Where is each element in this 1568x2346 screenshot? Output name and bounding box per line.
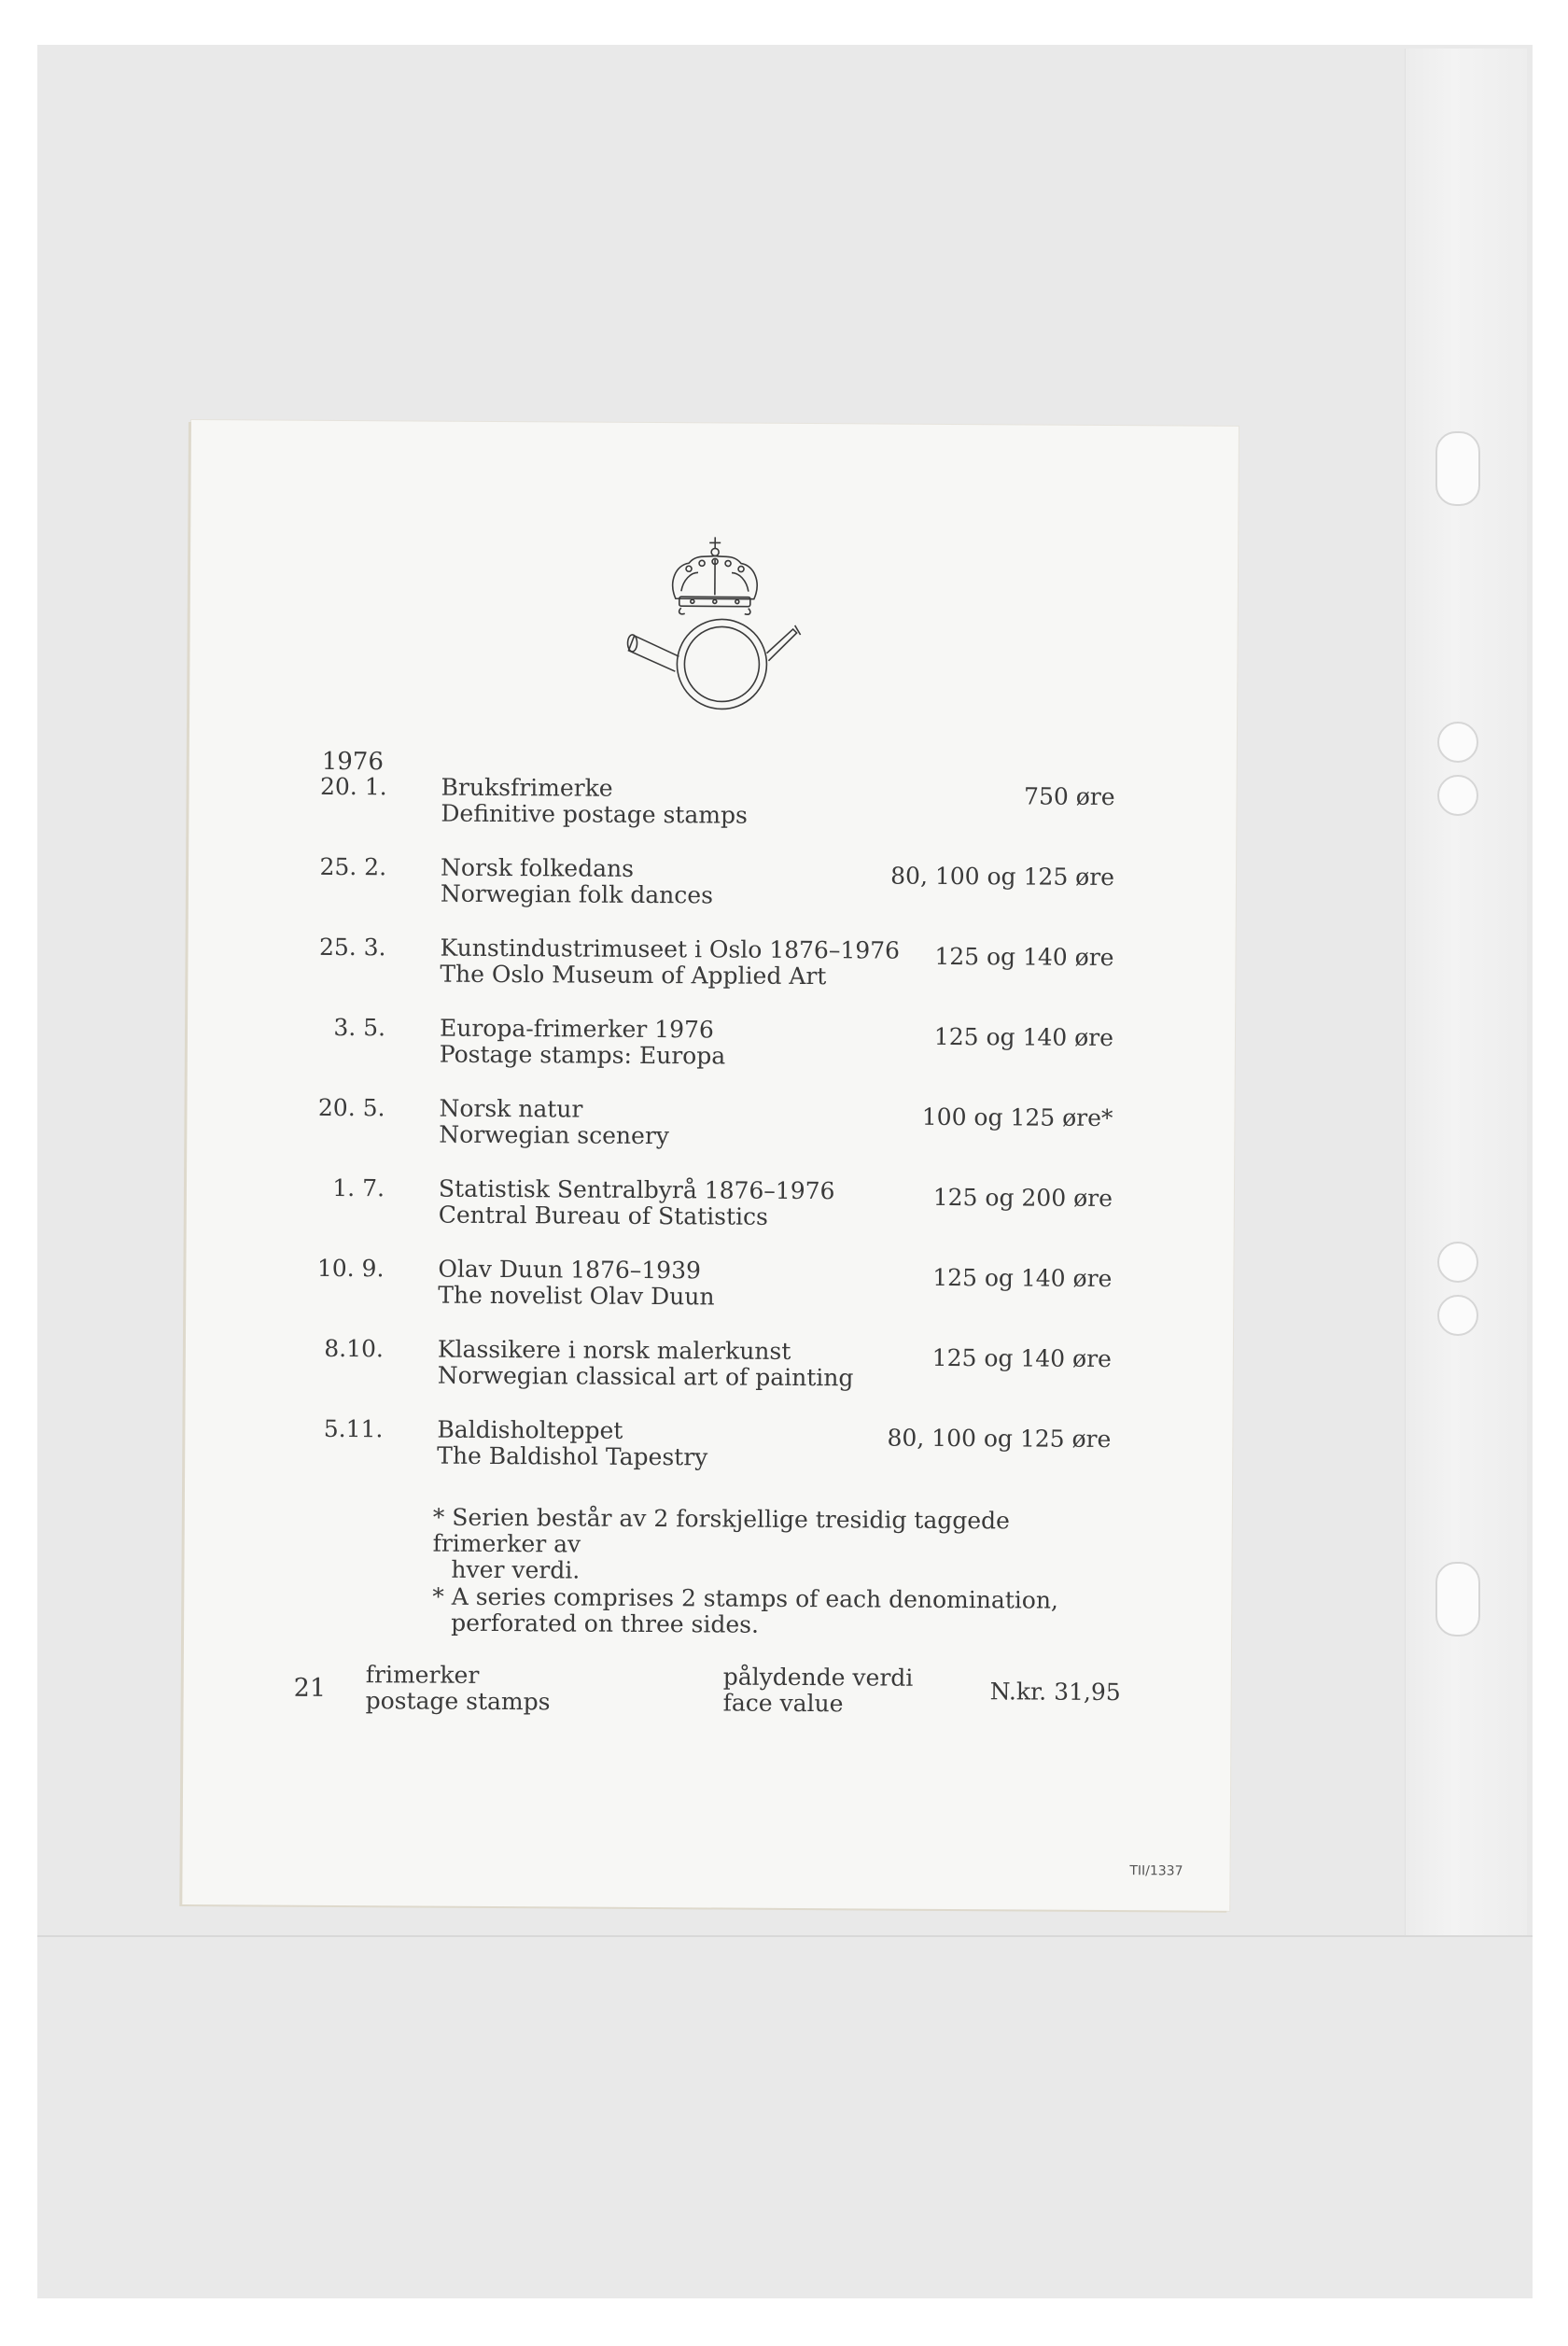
issue-title-norwegian: Baldisholteppet: [437, 1415, 623, 1444]
sleeve-edge: [37, 1935, 1533, 1937]
list-item: [189, 772, 1236, 844]
issue-date: 10. 9.: [316, 1254, 385, 1283]
issue-value: 100 og 125 øre*: [921, 1103, 1113, 1132]
issue-value: 80, 100 og 125 øre: [890, 862, 1115, 892]
face-value-label-norwegian: pålydende verdi: [722, 1663, 914, 1692]
stamp-count: 21: [293, 1673, 327, 1703]
issue-title-english: Postage stamps: Europa: [439, 1040, 726, 1070]
punch-hole: [1437, 1242, 1478, 1283]
punch-hole: [1435, 1562, 1480, 1637]
issue-date: 25. 3.: [318, 933, 386, 962]
issue-title-norwegian: Bruksfrimerke: [441, 773, 613, 802]
posthorn-crown-icon: [621, 535, 808, 723]
issue-date: 1. 7.: [332, 1173, 385, 1202]
footnote-norwegian: [432, 1505, 1104, 1587]
issue-title-english: Norwegian scenery: [439, 1120, 670, 1150]
issue-title-norwegian: Statistisk Sentralbyrå 1876–1976: [438, 1174, 835, 1205]
stamp-info-card: [182, 420, 1239, 1911]
issue-title-english: Definitive postage stamps: [441, 799, 748, 829]
list-item: [187, 1173, 1234, 1245]
footnote-english: [432, 1584, 1104, 1640]
issue-title-english: The Oslo Museum of Applied Art: [440, 960, 827, 990]
issue-date: 8.10.: [324, 1334, 385, 1363]
issue-date: 3. 5.: [333, 1013, 386, 1042]
list-item: [186, 1254, 1233, 1326]
issue-value: 750 øre: [1023, 782, 1115, 811]
issue-title-norwegian: Olav Duun 1876–1939: [438, 1255, 702, 1285]
list-item: [187, 1093, 1234, 1165]
list-item: [188, 933, 1235, 1004]
issue-date: 20. 1.: [319, 772, 387, 801]
issue-title-norwegian: Kunstindustrimuseet i Oslo 1876–1976: [440, 934, 901, 964]
issue-value: 125 og 140 øre: [931, 1343, 1112, 1373]
list-item: [188, 1013, 1235, 1085]
issue-title-english: Norwegian classical art of painting: [437, 1361, 854, 1392]
issue-value: 125 og 140 øre: [932, 1263, 1113, 1293]
list-item: [185, 1414, 1232, 1486]
reference-code: TII/1337: [1129, 1863, 1183, 1879]
issue-title-norwegian: Norsk folkedans: [440, 853, 635, 882]
list-item: [189, 852, 1236, 924]
issue-title-english: The Baldishol Tapestry: [437, 1441, 708, 1471]
issue-title-english: Central Bureau of Statistics: [438, 1201, 769, 1230]
footnote-line: * A series comprises 2 stamps of each denomination,: [432, 1582, 1059, 1614]
face-value-label-english: face value: [722, 1689, 844, 1718]
issue-value: 125 og 200 øre: [932, 1183, 1113, 1213]
stamp-count-label-english: postage stamps: [365, 1687, 551, 1716]
year-heading: 1976: [321, 747, 385, 777]
issue-value: 125 og 140 øre: [933, 1022, 1114, 1052]
stamp-count-label-norwegian: frimerker: [365, 1661, 480, 1689]
issue-title-norwegian: Norsk natur: [439, 1094, 583, 1123]
issue-title-norwegian: Klassikere i norsk malerkunst: [437, 1335, 791, 1365]
footnote-line: * Serien består av 2 forskjellige tresidig taggede frimerker av: [432, 1503, 1010, 1558]
punch-hole: [1437, 775, 1478, 816]
issue-title-english: Norwegian folk dances: [440, 879, 714, 909]
sleeve-binding-strip: [1405, 49, 1527, 1936]
punch-hole: [1435, 431, 1480, 506]
footnote-line: perforated on three sides.: [451, 1608, 760, 1638]
issue-date: 20. 5.: [317, 1093, 385, 1122]
issue-date: 5.11.: [323, 1414, 384, 1443]
face-value-total: N.kr. 31,95: [989, 1678, 1121, 1707]
issue-title-english: The novelist Olav Duun: [438, 1281, 715, 1311]
issue-title-norwegian: Europa-frimerker 1976: [439, 1014, 714, 1044]
issue-value: 125 og 140 øre: [934, 942, 1114, 972]
issue-date: 25. 2.: [319, 852, 387, 881]
footnote-line: hver verdi.: [451, 1555, 581, 1584]
punch-hole: [1437, 1295, 1478, 1336]
total-row: [183, 1660, 1230, 1732]
list-item: [186, 1334, 1233, 1406]
punch-hole: [1437, 722, 1478, 763]
issue-value: 80, 100 og 125 øre: [887, 1424, 1112, 1454]
